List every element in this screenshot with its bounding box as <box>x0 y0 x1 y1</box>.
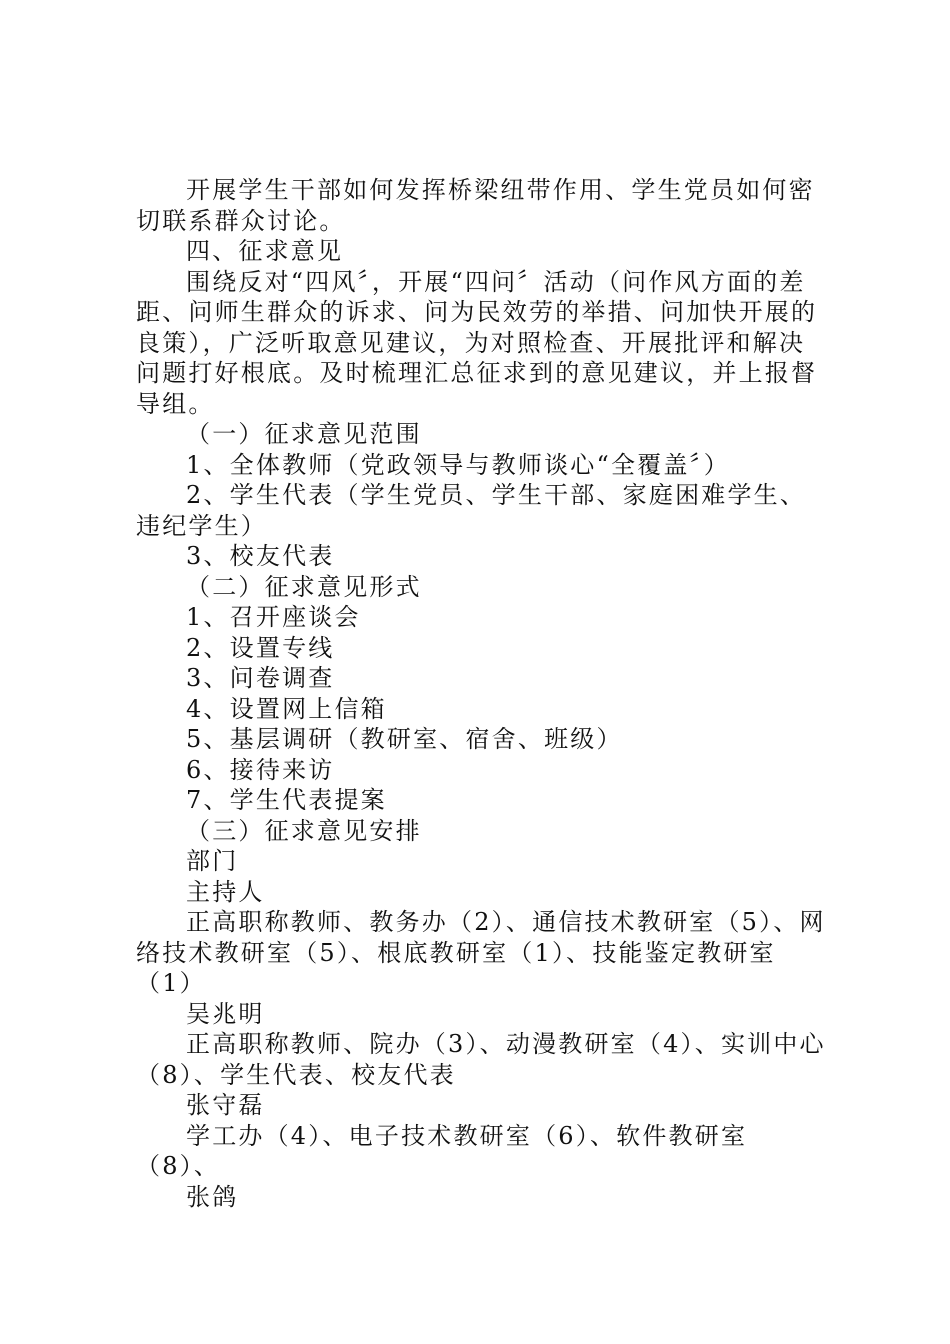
subsection-heading: （二）征求意见形式 <box>186 572 422 601</box>
department-entry: 学工办（4）、电子技术教研室（6）、软件教研室（8）、 <box>136 1121 748 1180</box>
department-entry: 正高职称教师、教务办（2）、通信技术教研室（5）、网络技术教研室（5）、根底教研室（1）、技能鉴定教研室（1） <box>136 908 826 997</box>
table-header-host: 主持人 <box>186 877 265 906</box>
list-item: 7、学生代表提案 <box>186 786 387 814</box>
list-item: 5、基层调研（教研室、宿舍、班级） <box>186 725 623 753</box>
list-item: 4、设置网上信箱 <box>186 694 387 723</box>
host-name: 吴兆明 <box>186 999 265 1028</box>
subsection-heading: （一）征求意见范围 <box>186 420 422 448</box>
list-item: 1、召开座谈会 <box>186 603 361 631</box>
table-header-department: 部门 <box>186 847 239 875</box>
document-body <box>136 175 826 1212</box>
paragraph: 围绕反对“四风〞，开展“四问〞活动（问作风方面的差距、问师生群众的诉求、问为民效劳的举措、问加快开展的良策），广泛听取意见建议，为对照检查、开展批评和解决问题打好根底。及时梳理汇总征求到的意见建议，并上报督导组。 <box>136 267 818 418</box>
list-item: 2、设置专线 <box>186 633 335 662</box>
list-item: 3、问卷调查 <box>186 664 335 692</box>
host-name: 张守磊 <box>186 1091 265 1119</box>
department-entry: 正高职称教师、院办（3）、动漫教研室（4）、实训中心（8）、学生代表、校友代表 <box>136 1030 826 1089</box>
paragraph: 开展学生干部如何发挥桥梁纽带作用、学生党员如何密切联系群众讨论。 <box>136 176 815 235</box>
subsection-heading: （三）征求意见安排 <box>186 816 422 845</box>
section-heading: 四、征求意见 <box>186 237 344 265</box>
list-item: 6、接待来访 <box>186 755 335 784</box>
list-item: 2、学生代表（学生党员、学生干部、家庭困难学生、违纪学生） <box>136 481 807 540</box>
host-name: 张鸽 <box>186 1182 239 1211</box>
list-item: 3、校友代表 <box>186 542 335 570</box>
list-item: 1、全体教师（党政领导与教师谈心“全覆盖〞） <box>186 450 730 479</box>
